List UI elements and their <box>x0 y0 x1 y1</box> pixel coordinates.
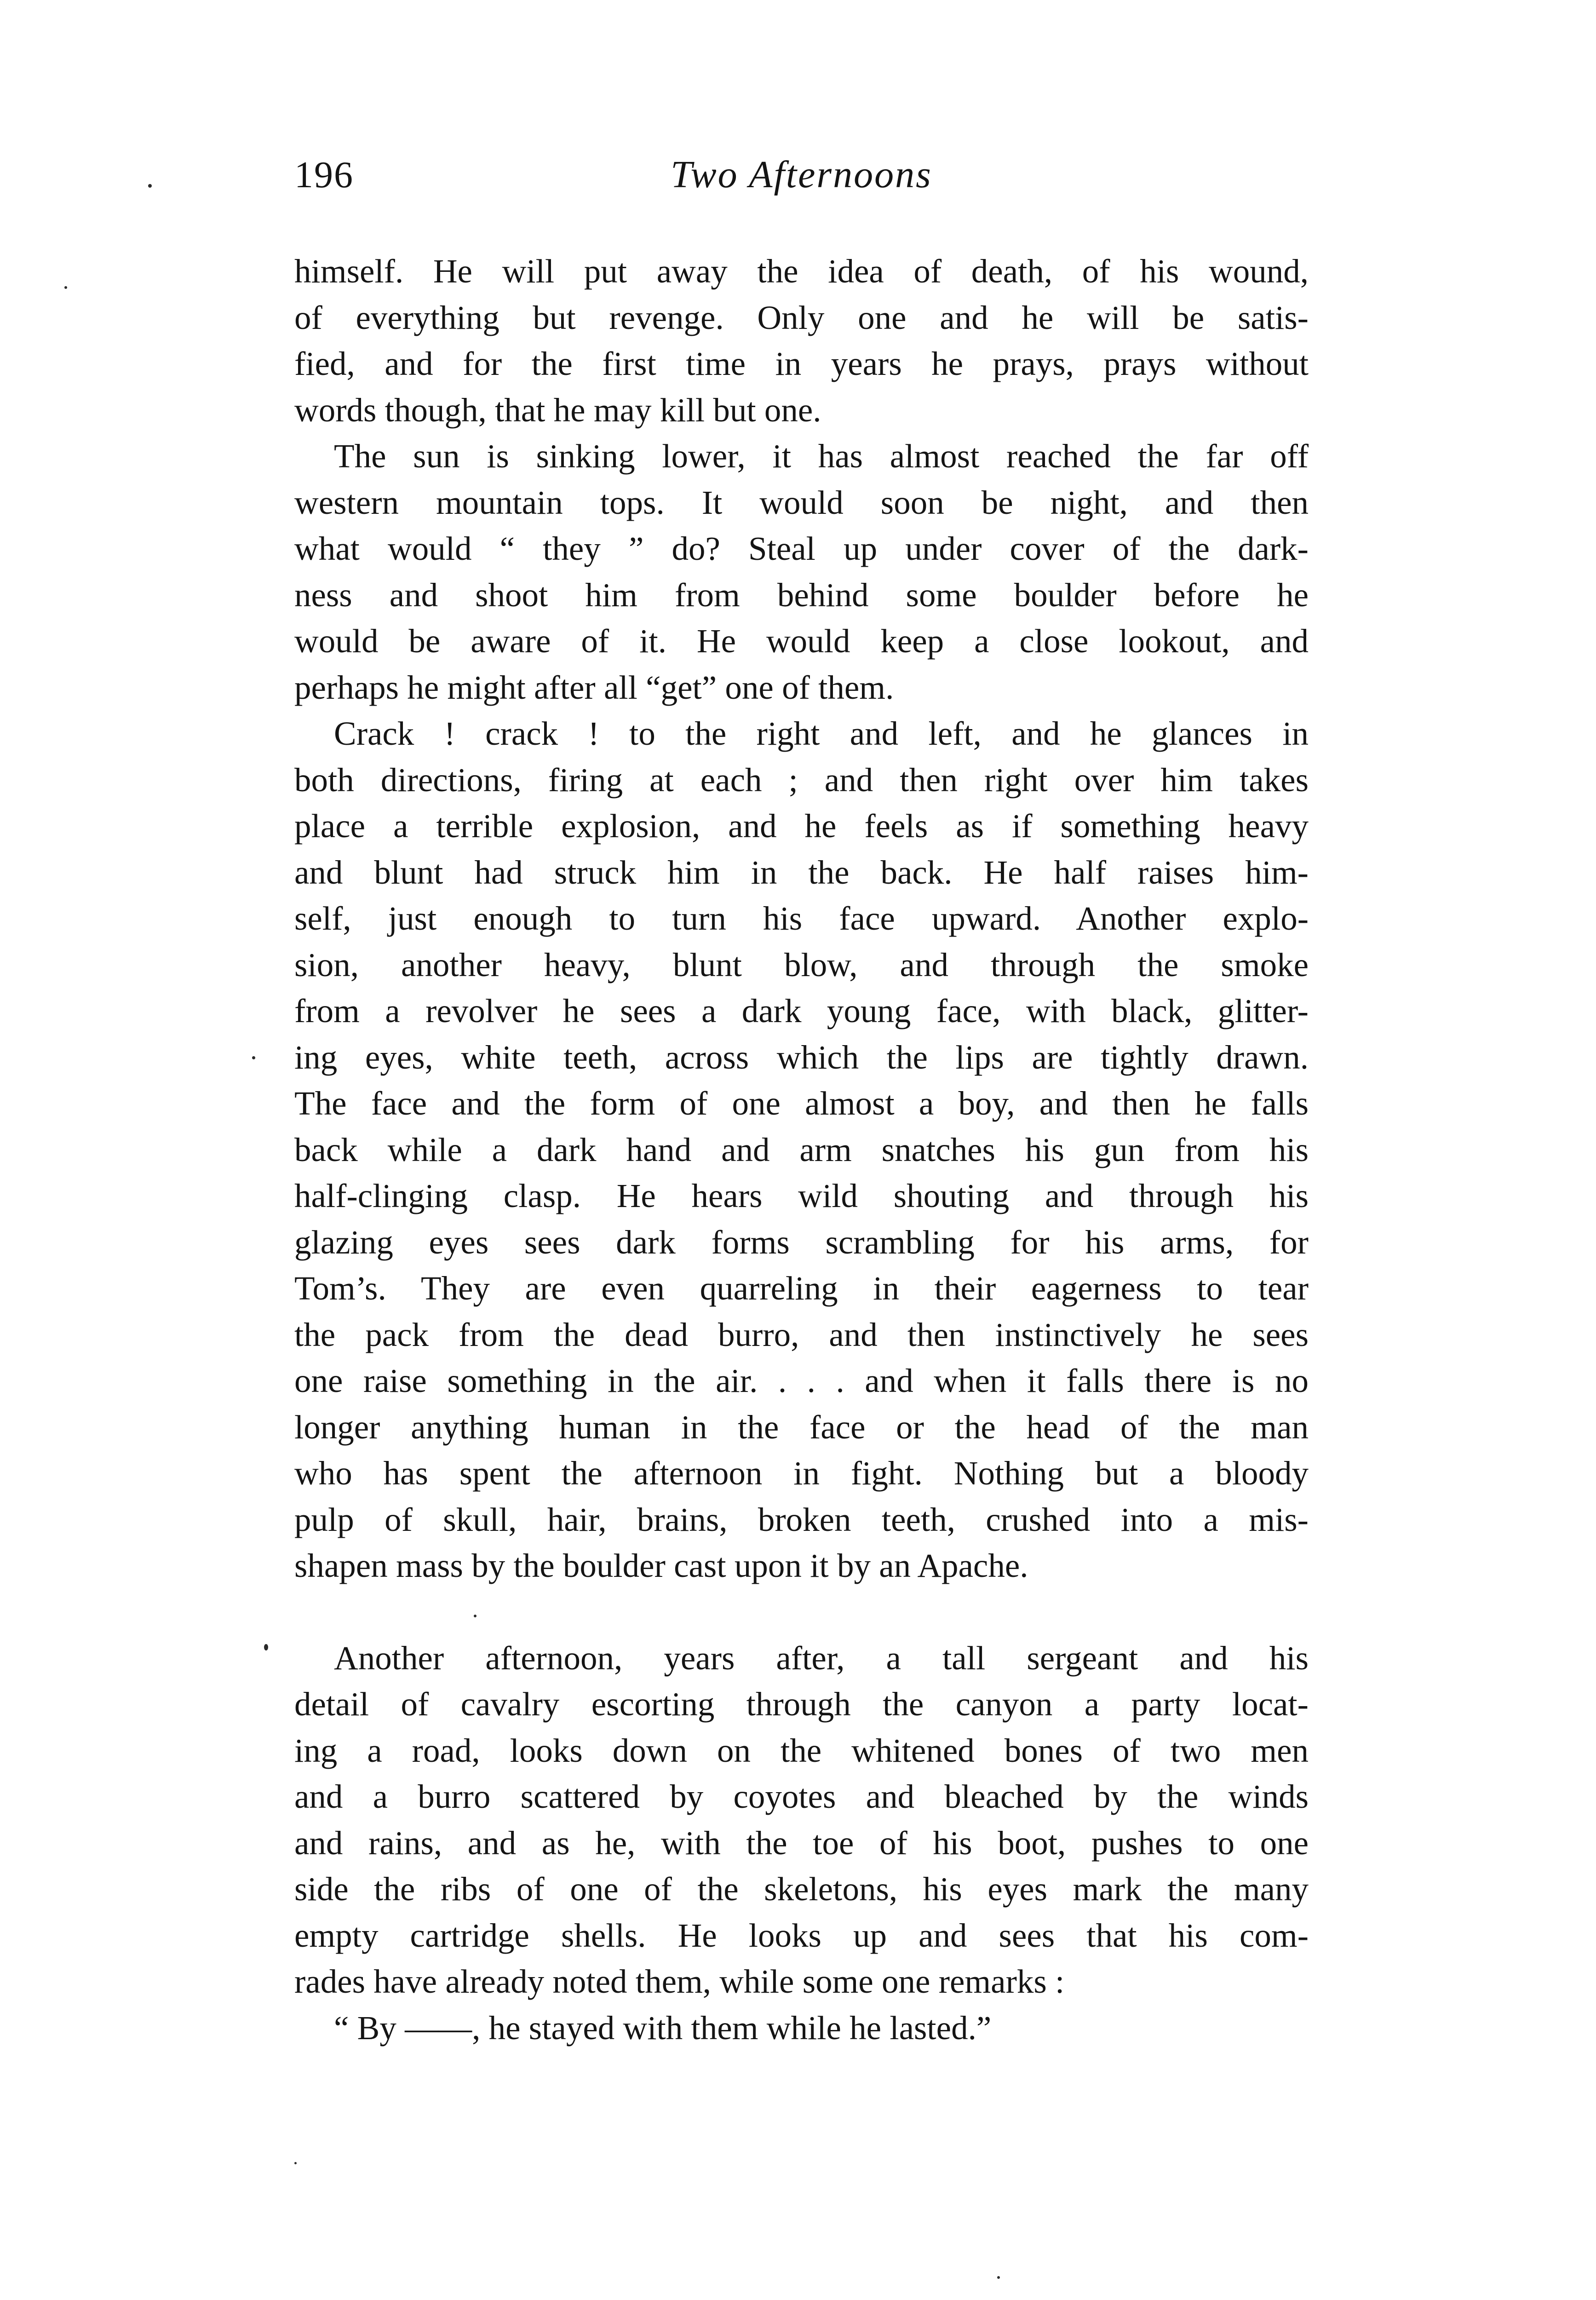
text-line: Crack ! crack ! to the right and left, and he glances in <box>334 715 1309 752</box>
text-line: sion, another heavy, blunt blow, and through the smoke <box>294 946 1309 983</box>
text-line: ing a road, looks down on the whitened bones of two men <box>294 1731 1309 1769</box>
text-line: The sun is sinking lower, it has almost reached the far off <box>334 437 1309 475</box>
text-line: ness and shoot him from behind some boulder before he <box>294 576 1309 614</box>
text-line: of everything but revenge. Only one and he will be satis- <box>294 299 1309 336</box>
scan-speck <box>264 1644 268 1650</box>
text-line: detail of cavalry escorting through the canyon a party locat- <box>294 1685 1309 1723</box>
text-line: “ By ——, he stayed with them while he lasted.” <box>334 2009 992 2047</box>
scan-speck <box>294 2162 297 2164</box>
scan-speck <box>64 286 67 289</box>
text-line: place a terrible explosion, and he feels as if something heavy <box>294 807 1309 845</box>
text-line: both directions, firing at each ; and then right over him takes <box>294 761 1309 799</box>
scan-speck <box>252 1056 255 1059</box>
paragraph <box>294 433 1309 711</box>
text-line: Tom’s. They are even quarreling in their eagerness to tear <box>294 1270 1309 1307</box>
text-line: words though, that he may kill but one. <box>294 391 821 429</box>
text-line: ing eyes, white teeth, across which the lips are tightly drawn. <box>294 1038 1309 1076</box>
text-line: from a revolver he sees a dark young face, with black, glitter- <box>294 992 1309 1029</box>
text-line: what would “ they ” do? Steal up under cover of the dark- <box>294 530 1309 567</box>
text-line: pulp of skull, hair, brains, broken teeth, crushed into a mis- <box>294 1501 1309 1538</box>
text-line: self, just enough to turn his face upward. Another explo- <box>294 900 1309 937</box>
text-line: who has spent the afternoon in fight. Nothing but a bloody <box>294 1455 1309 1492</box>
text-line: western mountain tops. It would soon be night, and then <box>294 483 1309 521</box>
text-line: Another afternoon, years after, a tall sergeant and his <box>334 1639 1309 1677</box>
paragraph <box>294 248 1309 433</box>
text-line: empty cartridge shells. He looks up and sees that his com- <box>294 1916 1309 1954</box>
text-line: and blunt had struck him in the back. He half raises him- <box>294 853 1309 891</box>
text-line: shapen mass by the boulder cast upon it by an Apache. <box>294 1547 1028 1584</box>
text-line: fied, and for the first time in years he prays, prays without <box>294 345 1309 382</box>
scan-speck <box>474 1615 477 1617</box>
body-text <box>294 248 1309 2051</box>
page-number: 196 <box>294 154 354 196</box>
text-line: back while a dark hand and arm snatches his gun from his <box>294 1131 1309 1168</box>
text-line: himself. He will put away the idea of death, of his wound, <box>294 253 1309 290</box>
text-line: The face and the form of one almost a boy, and then he falls <box>294 1085 1309 1122</box>
text-line: the pack from the dead burro, and then instinctively he sees <box>294 1316 1309 1353</box>
scan-speck <box>997 2276 1000 2279</box>
text-line: half-clinging clasp. He hears wild shouting and through his <box>294 1177 1309 1214</box>
text-line: and a burro scattered by coyotes and bleached by the winds <box>294 1778 1309 1815</box>
text-line: rades have already noted them, while some one remarks : <box>294 1963 1065 2000</box>
text-line: would be aware of it. He would keep a close lookout, and <box>294 622 1309 660</box>
text-line: glazing eyes sees dark forms scrambling for his arms, for <box>294 1223 1309 1261</box>
paragraph <box>294 2005 1309 2052</box>
text-line: longer anything human in the face or the head of the man <box>294 1408 1309 1446</box>
text-line: perhaps he might after all “get” one of them. <box>294 668 894 706</box>
paragraph <box>294 1635 1309 2005</box>
text-line: side the ribs of one of the skeletons, his eyes mark the many <box>294 1870 1309 1908</box>
scan-speck <box>148 184 152 188</box>
running-title: Two Afternoons <box>671 153 932 196</box>
page-header <box>294 143 1309 207</box>
text-line: and rains, and as he, with the toe of his boot, pushes to one <box>294 1824 1309 1862</box>
text-line: one raise something in the air. . . . and when it falls there is no <box>294 1362 1309 1399</box>
section-break <box>294 1589 1309 1635</box>
paragraph <box>294 711 1309 1589</box>
